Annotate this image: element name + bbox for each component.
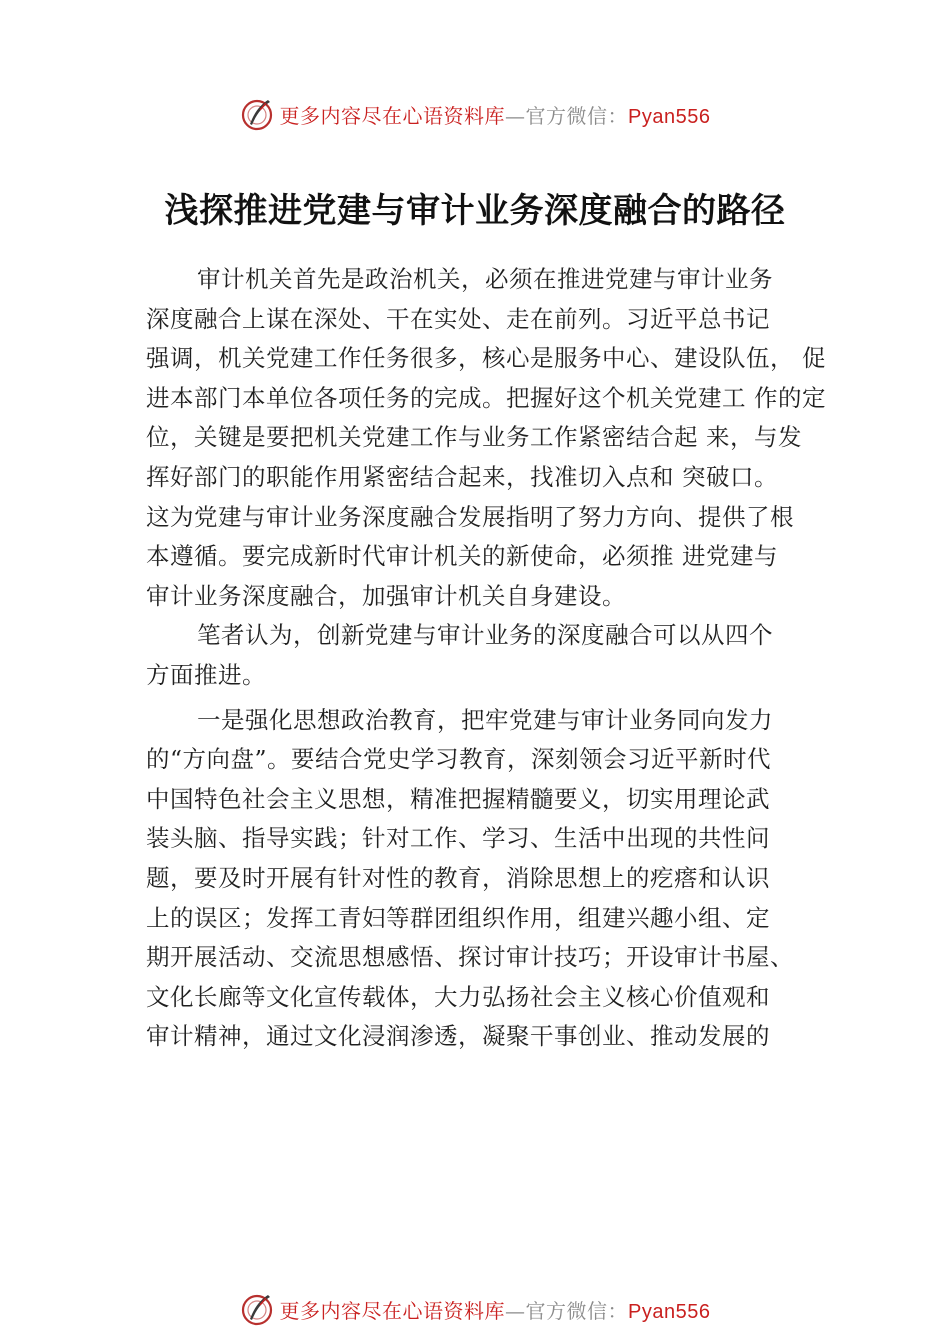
text-line: 深度融合上谋在深处、干在实处、走在前列。习近平总书记 [146,304,770,333]
banner-text [280,1295,711,1324]
banner-dash: — [505,103,526,128]
quill-logo-icon [240,1292,274,1326]
banner-library-name: 更多内容尽在心语资料库 [279,1298,506,1323]
text-line: 方面推进。 [146,660,266,689]
footer-banner [0,1289,950,1329]
text-line: 强调，机关党建工作任务很多，核心是服务中心、建设队伍， 促 [146,344,826,373]
banner-wechat-id: Pyan556 [628,105,711,128]
paragraph-2 [146,616,834,695]
text-line: 一是强化思想政治教育，把牢党建与审计业务同向发力 [197,705,773,734]
banner-dash: — [505,1298,526,1323]
text-line: 审计机关首先是政治机关，必须在推进党建与审计业务 [197,265,773,293]
text-line: 本遵循。要完成新时代审计机关的新使命，必须推 进党建与 [146,542,778,571]
text-line: 审计业务深度融合，加强审计机关自身建设。 [146,581,626,610]
text-line: 笔者认为，创新党建与审计业务的深度融合可以从四个 [197,621,773,650]
text-line: 上的误区；发挥工青妇等群团组织作用，组建兴趣小组、定 [146,903,770,932]
banner-wechat-id: Pyan556 [628,1300,711,1323]
text-line: 挥好部门的职能作用紧密结合起来，找准切入点和 突破口。 [146,462,778,491]
text-line: 文化长廊等文化宣传载体，大力弘扬社会主义核心价值观和 [146,982,770,1011]
text-line: 装头脑、指导实践；针对工作、学习、生活中出现的共性问 [146,824,770,853]
paragraph-3 [146,701,834,1057]
banner-library-name: 更多内容尽在心语资料库 [279,103,506,128]
banner-text [280,100,711,129]
text-line: 中国特色社会主义思想，精准把握精髓要义，切实用理论武 [146,784,770,813]
document-title: 浅探推进党建与审计业务深度融合的路径 [164,191,786,231]
text-line: 进本部门本单位各项任务的完成。把握好这个机关党建工 作的定 [146,383,826,412]
banner-wechat-label: 官方微信： [525,103,629,128]
text-line: 位，关键是要把机关党建工作与业务工作紧密结合起 来，与发 [146,423,802,452]
text-line: 这为党建与审计业务深度融合发展指明了努力方向、提供了根 [146,502,794,531]
text-line: 审计精神，通过文化浸润渗透，凝聚干事创业、推动发展的 [146,1022,770,1051]
paragraph-1 [146,260,834,616]
banner-wechat-label: 官方微信： [525,1298,629,1323]
header-banner [0,94,950,134]
text-line: 题，要及时开展有针对性的教育，消除思想上的疙瘩和认识 [146,863,770,892]
text-line: 的“方向盘”。要结合党史学习教育，深刻领会习近平新时代 [146,745,772,774]
quill-logo-icon [240,97,274,131]
document-body [146,260,834,1057]
text-line: 期开展活动、交流思想感悟、探讨审计技巧；开设审计书屋、 [146,943,794,972]
